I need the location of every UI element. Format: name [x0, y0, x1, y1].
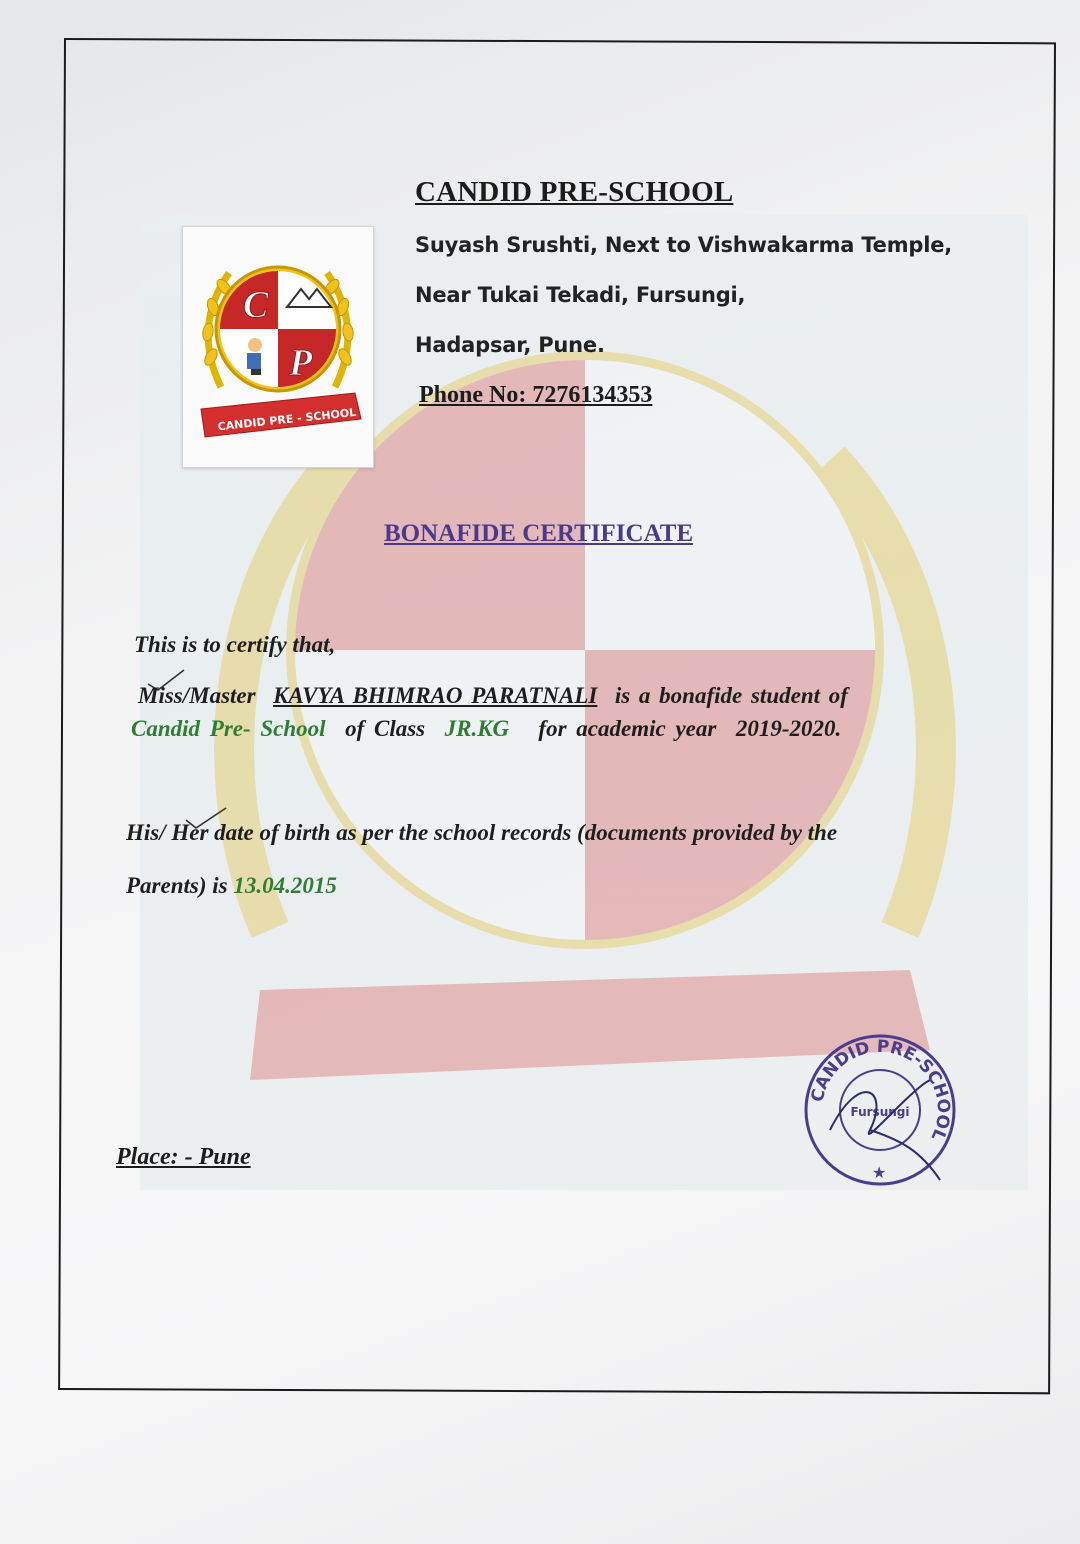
stamp-location: Fursungi — [850, 1105, 910, 1119]
class-prefix: of Class — [345, 716, 426, 741]
svg-text:C: C — [243, 284, 269, 326]
school-crest-icon — [191, 237, 365, 457]
address-line-2: Near Tukai Tekadi, Fursungi, — [415, 283, 746, 307]
dob-line-1: His/ Her date of birth as per the school records (documents provided by the — [126, 820, 838, 845]
svg-text:CANDID PRE-SCHOOL — [808, 1037, 954, 1144]
address-line-3: Hadapsar, Pune. — [415, 333, 605, 357]
stamp-text: CANDID PRE-SCHOOL — [807, 1036, 954, 1144]
bonafide-text: is a bonafide student of — [614, 683, 848, 708]
address-line-1: Suyash Srushti, Next to Vishwakarma Temple, — [415, 233, 953, 257]
school-stamp-icon — [800, 1030, 960, 1190]
dob-line-2 — [126, 873, 337, 899]
svg-text:P: P — [289, 342, 313, 384]
dob-prefix: Parents) is — [126, 873, 228, 898]
certify-intro: This is to certify that, — [134, 632, 336, 657]
svg-text:★: ★ — [872, 1163, 887, 1182]
date-of-birth: 13.04.2015 — [233, 873, 337, 898]
class-line — [131, 716, 841, 742]
school-name-heading: CANDID PRE-SCHOOL — [415, 176, 734, 208]
year-prefix: for academic year — [538, 716, 717, 741]
svg-text:CANDID PRE - SCHOOL: CANDID PRE - SCHOOL — [217, 405, 357, 434]
student-name: KAVYA BHIMRAO PARATNALI — [273, 683, 598, 708]
place: Place: - Pune — [116, 1144, 251, 1170]
student-line — [138, 683, 848, 709]
class-name: JR.KG — [444, 716, 510, 741]
school-logo — [182, 226, 374, 468]
school-reference: Candid Pre- School — [131, 716, 326, 741]
certificate-title: BONAFIDE CERTIFICATE — [384, 520, 694, 547]
academic-year: 2019-2020. — [735, 716, 842, 741]
salutation: Miss/Master — [138, 683, 256, 708]
phone-number: Phone No: 7276134353 — [419, 382, 653, 408]
